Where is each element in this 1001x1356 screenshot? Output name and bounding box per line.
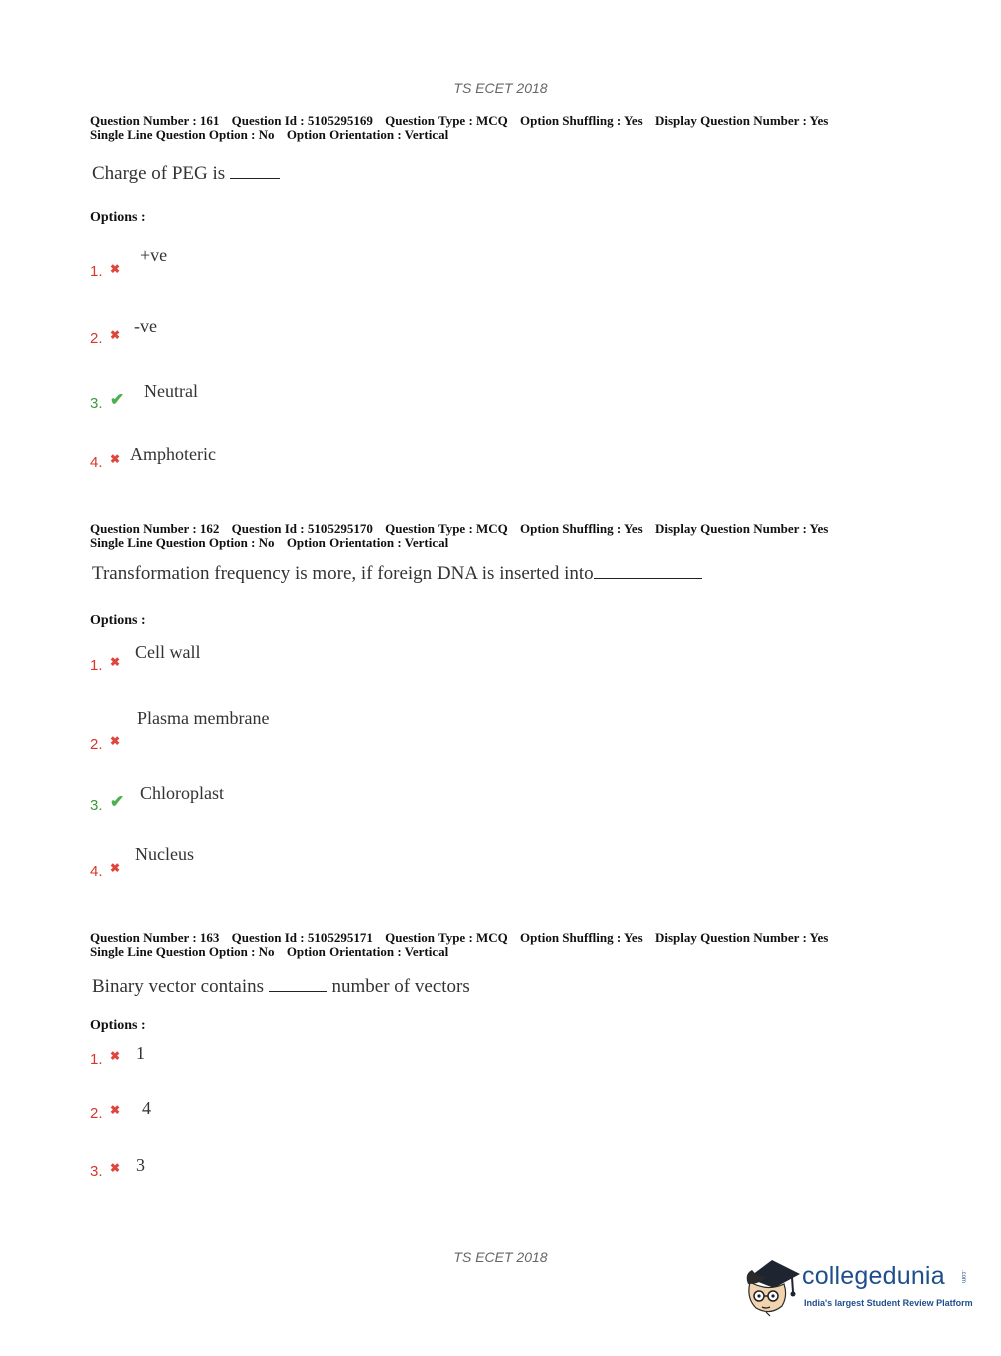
answer-blank: [594, 564, 702, 579]
meta-field: Single Line Question Option : No: [90, 944, 275, 959]
cross-icon: ✖: [110, 328, 121, 342]
option-text: +ve: [140, 245, 168, 265]
question-text-part: Transformation frequency is more, if foreign DNA is inserted into: [92, 563, 594, 584]
question-text-part: Charge of PEG is: [92, 163, 230, 184]
options-label: Options :: [90, 613, 146, 628]
cross-icon: ✖: [110, 1103, 121, 1117]
meta-field: Option Shuffling : Yes: [520, 113, 643, 128]
cross-icon: ✖: [110, 861, 121, 875]
option-item: [90, 380, 490, 440]
option-item: [90, 641, 490, 701]
option-item: [90, 245, 490, 305]
option-text: Chloroplast: [140, 783, 224, 803]
option-number: 3.: [90, 1163, 103, 1180]
option-item: [90, 843, 490, 903]
brand-name: collegedunia: [802, 1262, 945, 1290]
meta-field: Question Type : MCQ: [385, 930, 508, 945]
option-number: 2.: [90, 330, 103, 347]
meta-field: Question Type : MCQ: [385, 113, 508, 128]
question-text-part: Binary vector contains: [92, 976, 269, 997]
mascot-icon: [742, 1248, 802, 1318]
option-text: Cell wall: [135, 642, 201, 662]
cross-icon: ✖: [110, 1049, 121, 1063]
question-text: [92, 976, 470, 998]
meta-field: Option Orientation : Vertical: [286, 944, 449, 959]
question-text: [92, 163, 280, 185]
meta-field: Question Type : MCQ: [385, 521, 508, 536]
option-item: [90, 443, 490, 503]
option-number: 4.: [90, 454, 103, 471]
collegedunia-logo: [742, 1248, 972, 1318]
cross-icon: ✖: [110, 655, 121, 669]
cross-icon: ✖: [110, 1161, 121, 1175]
brand-tagline: India's largest Student Review Platform: [804, 1298, 973, 1308]
meta-field: Option Shuffling : Yes: [520, 521, 643, 536]
option-item: [90, 1043, 490, 1103]
option-number: 3.: [90, 395, 103, 412]
meta-field: Display Question Number : Yes: [654, 113, 829, 128]
option-item: [90, 315, 490, 375]
meta-field: Question Id : 5105295169: [231, 113, 373, 128]
cross-icon: ✖: [110, 734, 121, 748]
question-meta: [90, 114, 837, 142]
page-header: TS ECET 2018: [453, 80, 548, 96]
question-text: [92, 563, 702, 585]
page-footer: TS ECET 2018: [453, 1249, 548, 1265]
meta-field: Option Shuffling : Yes: [520, 930, 643, 945]
option-item: [90, 1154, 490, 1214]
option-text: 3: [136, 1155, 145, 1175]
option-item: [90, 707, 490, 767]
option-text: Nucleus: [135, 844, 194, 864]
option-item: [90, 1097, 490, 1157]
option-number: 3.: [90, 797, 103, 814]
option-text: Amphoteric: [130, 444, 216, 464]
question-meta: [90, 522, 837, 550]
option-text: -ve: [134, 316, 157, 336]
check-icon: ✔: [110, 390, 125, 409]
meta-field: Display Question Number : Yes: [654, 930, 829, 945]
option-number: 2.: [90, 1105, 103, 1122]
cross-icon: ✖: [110, 262, 121, 276]
option-number: 1.: [90, 263, 103, 280]
check-icon: ✔: [110, 792, 125, 811]
meta-field: Question Number : 161: [90, 113, 220, 128]
cross-icon: ✖: [110, 452, 121, 466]
question-meta: [90, 931, 837, 959]
meta-field: Single Line Question Option : No: [90, 127, 275, 142]
options-label: Options :: [90, 1018, 146, 1033]
question-text-part: number of vectors: [326, 976, 470, 997]
meta-field: Question Id : 5105295170: [231, 521, 373, 536]
option-number: 2.: [90, 736, 103, 753]
option-item: [90, 782, 490, 842]
option-text: 1: [136, 1043, 145, 1063]
meta-field: Question Number : 162: [90, 521, 220, 536]
option-text: Plasma membrane: [137, 708, 270, 728]
option-text: 4: [142, 1098, 151, 1118]
brand-suffix: .com: [960, 1270, 966, 1284]
option-number: 4.: [90, 863, 103, 880]
meta-field: Question Number : 163: [90, 930, 220, 945]
meta-field: Option Orientation : Vertical: [286, 127, 449, 142]
answer-blank: [230, 164, 280, 179]
meta-field: Option Orientation : Vertical: [286, 535, 449, 550]
option-number: 1.: [90, 657, 103, 674]
meta-field: Single Line Question Option : No: [90, 535, 275, 550]
options-label: Options :: [90, 210, 146, 225]
meta-field: Question Id : 5105295171: [231, 930, 373, 945]
meta-field: Display Question Number : Yes: [654, 521, 829, 536]
answer-blank: [269, 977, 327, 992]
option-number: 1.: [90, 1051, 103, 1068]
option-text: Neutral: [144, 381, 198, 401]
